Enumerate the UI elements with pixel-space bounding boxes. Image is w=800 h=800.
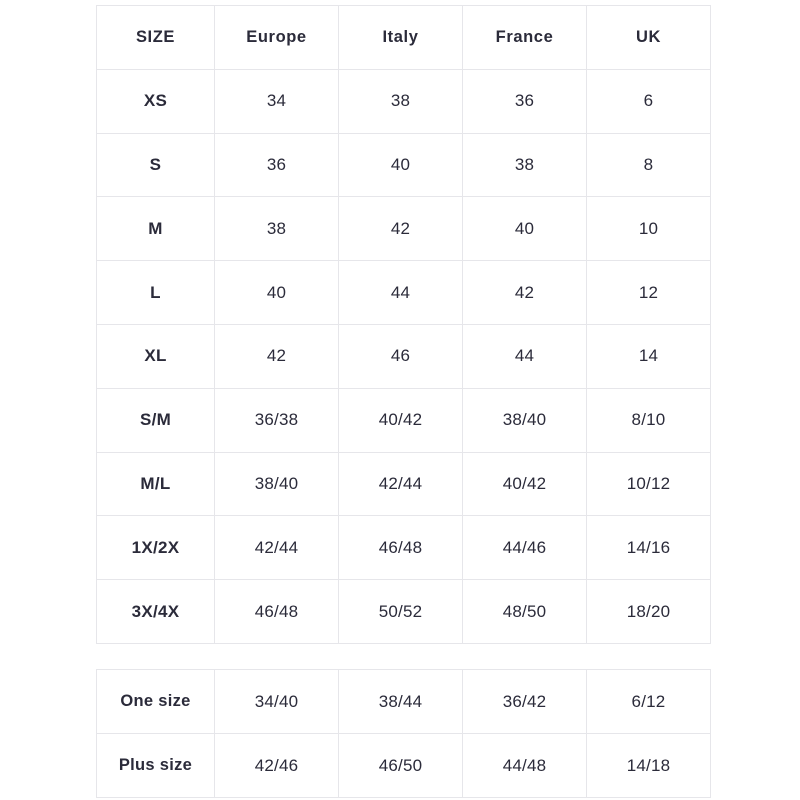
cell-france: 44 [463, 324, 587, 388]
column-header-europe: Europe [215, 6, 339, 70]
table-body [97, 670, 711, 798]
cell-europe: 42/46 [215, 734, 339, 798]
cell-uk: 18/20 [587, 580, 711, 644]
cell-size: S [97, 133, 215, 197]
cell-italy: 42/44 [339, 452, 463, 516]
table-row [97, 261, 711, 325]
table-header-row [97, 6, 711, 70]
cell-size: XS [97, 69, 215, 133]
table-row [97, 734, 711, 798]
cell-europe: 38 [215, 197, 339, 261]
column-header-italy: Italy [339, 6, 463, 70]
cell-france: 48/50 [463, 580, 587, 644]
cell-uk: 12 [587, 261, 711, 325]
table-row [97, 69, 711, 133]
cell-france: 36 [463, 69, 587, 133]
cell-france: 38/40 [463, 388, 587, 452]
cell-uk: 6 [587, 69, 711, 133]
cell-uk: 14/16 [587, 516, 711, 580]
cell-italy: 50/52 [339, 580, 463, 644]
cell-italy: 44 [339, 261, 463, 325]
cell-italy: 46/50 [339, 734, 463, 798]
cell-size: 3X/4X [97, 580, 215, 644]
column-header-france: France [463, 6, 587, 70]
table-header [97, 6, 711, 70]
table-row [97, 452, 711, 516]
table-body [97, 69, 711, 643]
column-header-uk: UK [587, 6, 711, 70]
cell-size: 1X/2X [97, 516, 215, 580]
cell-italy: 46 [339, 324, 463, 388]
cell-france: 44/48 [463, 734, 587, 798]
table-row [97, 133, 711, 197]
cell-uk: 8 [587, 133, 711, 197]
cell-france: 36/42 [463, 670, 587, 734]
cell-europe: 38/40 [215, 452, 339, 516]
cell-uk: 8/10 [587, 388, 711, 452]
cell-uk: 14 [587, 324, 711, 388]
main-size-table-container [96, 5, 710, 644]
cell-size: M [97, 197, 215, 261]
cell-italy: 46/48 [339, 516, 463, 580]
cell-europe: 46/48 [215, 580, 339, 644]
table-row [97, 324, 711, 388]
cell-europe: 36/38 [215, 388, 339, 452]
cell-size: L [97, 261, 215, 325]
cell-italy: 40/42 [339, 388, 463, 452]
cell-europe: 34 [215, 69, 339, 133]
cell-uk: 14/18 [587, 734, 711, 798]
cell-europe: 34/40 [215, 670, 339, 734]
main-size-table [96, 5, 711, 644]
cell-size: One size [97, 670, 215, 734]
cell-europe: 40 [215, 261, 339, 325]
table-row [97, 388, 711, 452]
cell-italy: 38/44 [339, 670, 463, 734]
one-size-table [96, 669, 711, 798]
cell-uk: 6/12 [587, 670, 711, 734]
table-row [97, 580, 711, 644]
one-size-table-container [96, 669, 710, 798]
cell-size: XL [97, 324, 215, 388]
cell-italy: 38 [339, 69, 463, 133]
table-row [97, 197, 711, 261]
table-row [97, 670, 711, 734]
cell-uk: 10/12 [587, 452, 711, 516]
cell-france: 40/42 [463, 452, 587, 516]
cell-europe: 42/44 [215, 516, 339, 580]
cell-france: 38 [463, 133, 587, 197]
column-header-size: SIZE [97, 6, 215, 70]
cell-italy: 40 [339, 133, 463, 197]
cell-size: S/M [97, 388, 215, 452]
cell-size: Plus size [97, 734, 215, 798]
cell-europe: 42 [215, 324, 339, 388]
table-row [97, 516, 711, 580]
cell-italy: 42 [339, 197, 463, 261]
cell-uk: 10 [587, 197, 711, 261]
cell-size: M/L [97, 452, 215, 516]
cell-france: 42 [463, 261, 587, 325]
cell-france: 44/46 [463, 516, 587, 580]
cell-france: 40 [463, 197, 587, 261]
cell-europe: 36 [215, 133, 339, 197]
